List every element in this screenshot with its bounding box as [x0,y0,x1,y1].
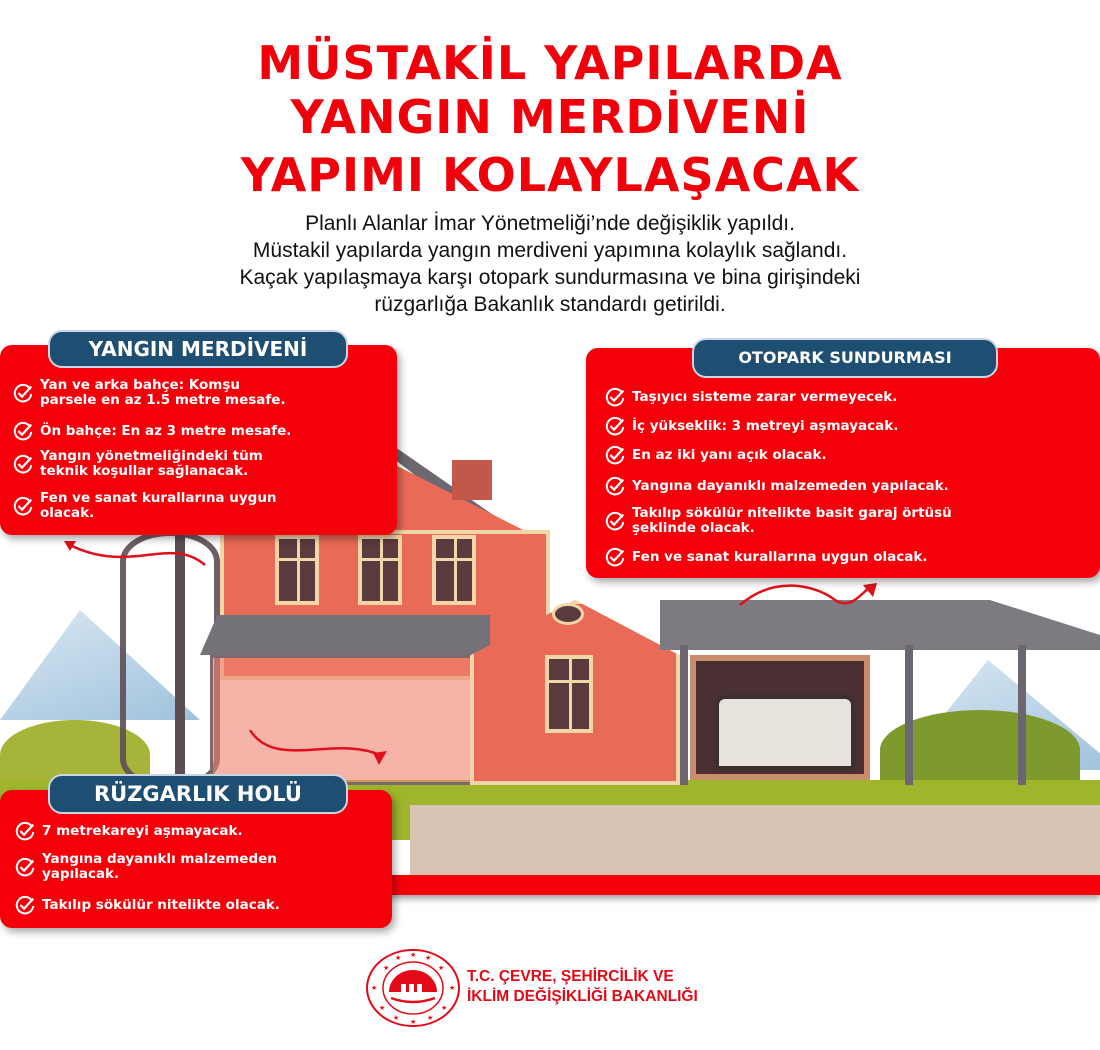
window [432,535,476,605]
svg-text:★: ★ [438,964,445,972]
list-item: Fen ve sanat kurallarına uygun olacak. [604,546,927,568]
list-item: En az iki yanı açık olacak. [604,444,827,466]
check-circle-icon [604,546,626,568]
list-item: Yangına dayanıklı malzemeden yapılacak. [14,852,277,882]
svg-text:★: ★ [410,1018,417,1026]
list-item: 7 metrekareyi aşmayacak. [14,820,243,842]
carport-post [905,645,913,785]
svg-text:★: ★ [410,951,417,959]
svg-text:★: ★ [449,984,456,992]
svg-text:★: ★ [383,964,390,972]
check-circle-icon [14,894,36,916]
check-circle-icon [604,444,626,466]
check-circle-icon [14,820,36,842]
ministry-name: T.C. ÇEVRE, ŞEHİRCİLİK VE İKLİM DEĞİŞİKLİĞİ BAKANLIĞI [467,968,698,1005]
svg-text:★: ★ [395,954,402,962]
panel-yangin-merdiveni [0,345,397,535]
list-item: Takılıp sökülür nitelikte basit garaj örtüsü şeklinde olacak. [604,506,952,536]
list-item: Ön bahçe: En az 3 metre mesafe. [12,420,291,442]
list-item: Yan ve arka bahçe: Komşu parsele en az 1.5 metre mesafe. [12,378,286,408]
check-circle-icon [604,386,626,408]
arrow-curve-icon [245,725,395,775]
carport-post [680,645,688,785]
check-circle-icon [12,495,34,517]
subtitle-line-2: Müstakil yapılarda yangın merdiveni yapımına kolaylık sağlandı. [252,239,848,262]
arrow-curve-icon [735,575,885,615]
check-circle-icon [604,415,626,437]
subtitle-line-1: Planlı Alanlar İmar Yönetmeliği’nde değişiklik yapıldı. [305,212,795,235]
window [275,535,319,605]
list-item: Taşıyıcı sisteme zarar vermeyecek. [604,386,897,408]
check-circle-icon [604,475,626,497]
oval-window [552,603,584,625]
panel-title-ruzgarlik-holu: RÜZGARLIK HOLÜ [48,774,348,814]
list-item: Yangına dayanıklı malzemeden yapılacak. [604,475,949,497]
window [358,535,402,605]
subtitle-line-3: Kaçak yapılaşmaya karşı otopark sundurmasına ve bina girişindeki [239,266,861,289]
panel-otopark-sundurmasi [586,348,1100,578]
arrow-curve-icon [60,535,210,575]
porch-roof [200,615,490,655]
panel-title-otopark-sundurmasi: OTOPARK SUNDURMASI [692,338,998,378]
svg-text:★: ★ [441,1004,448,1012]
headline-line-2: YANGIN MERDİVENİ [290,90,810,144]
panel-title-yangin-merdiveni: YANGIN MERDİVENİ [48,330,348,368]
svg-text:★: ★ [371,984,378,992]
footer-red-band [370,875,1100,895]
headline-line-3: YAPIMI KOLAYLAŞACAK [240,148,860,202]
svg-text:★: ★ [425,954,432,962]
list-item: Yangın yönetmeliğindeki tüm teknik koşullar sağlanacak. [12,449,263,479]
svg-text:★: ★ [393,1014,400,1022]
list-item: Takılıp sökülür nitelikte olacak. [14,894,280,916]
check-circle-icon [12,420,34,442]
car [715,695,855,770]
ministry-emblem-icon [365,948,461,1028]
check-circle-icon [12,382,34,404]
subtitle-line-4: rüzgarlığa Bakanlık standardı getirildi. [374,293,726,316]
check-circle-icon [604,510,626,532]
list-item: İç yükseklik: 3 metreyi aşmayacak. [604,415,898,437]
chimney [452,460,492,500]
headline-line-1: MÜSTAKİL YAPILARDA [257,36,843,90]
list-item: Fen ve sanat kurallarına uygun olacak. [12,491,277,521]
svg-text:★: ★ [427,1014,434,1022]
svg-text:★: ★ [379,1004,386,1012]
carport-post [1018,645,1026,785]
check-circle-icon [14,856,36,878]
window [545,655,593,733]
check-circle-icon [12,453,34,475]
driveway [410,805,1100,875]
